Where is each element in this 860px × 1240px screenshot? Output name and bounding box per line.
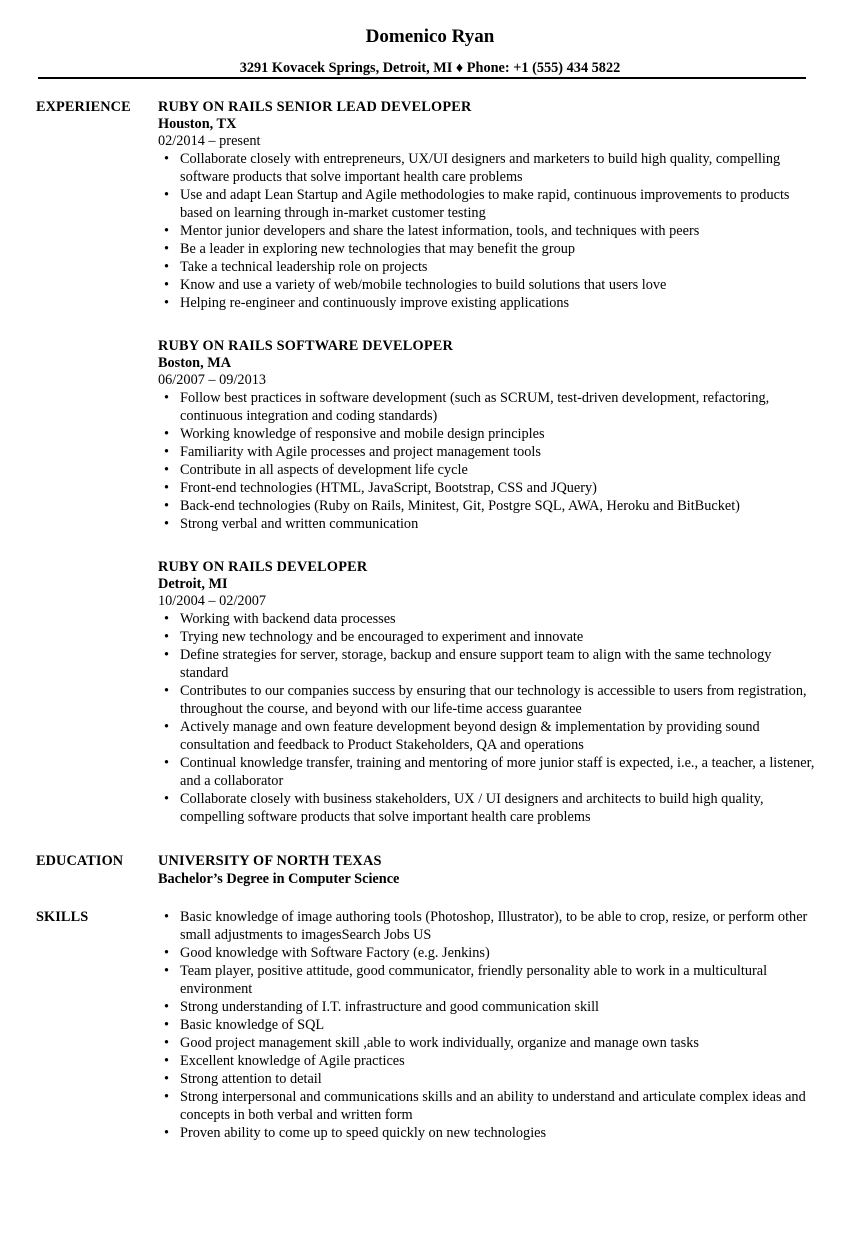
list-item: • Good project management skill ,able to work individually, organize and manage own tasks <box>180 1034 818 1052</box>
job-dates: 10/2004 – 02/2007 <box>158 593 267 609</box>
list-item: • Know and use a variety of web/mobile technologies to build solutions that users love <box>180 276 818 294</box>
job-title: RUBY ON RAILS SOFTWARE DEVELOPER <box>158 338 454 354</box>
degree-name: Bachelor’s Degree in Computer Science <box>158 871 400 887</box>
list-item: • Mentor junior developers and share the latest information, tools, and techniques with peers <box>180 222 818 240</box>
job-dates: 02/2014 – present <box>158 133 261 149</box>
list-item: • Trying new technology and be encouraged to experiment and innovate <box>180 628 818 646</box>
skills-list <box>180 908 818 1142</box>
job-location: Detroit, MI <box>158 576 228 592</box>
list-item: • Strong verbal and written communication <box>180 515 818 533</box>
job-location: Houston, TX <box>158 116 237 132</box>
experience-content <box>158 98 818 826</box>
contact-line: 3291 Kovacek Springs, Detroit, MI ♦ Phone: +1 (555) 434 5822 <box>239 60 621 76</box>
list-item: • Collaborate closely with business stakeholders, UX / UI designers and architects to build high quality, compelling software products that solve important health care problems <box>180 790 818 826</box>
list-item: • Basic knowledge of SQL <box>180 1016 818 1034</box>
list-item: • Contribute in all aspects of development life cycle <box>180 461 818 479</box>
job-location: Boston, MA <box>158 355 232 371</box>
list-item: • Continual knowledge transfer, training and mentoring of more junior staff is expected, i.e., a teacher, a listener, and a collaborator <box>180 754 818 790</box>
header-divider <box>38 77 806 79</box>
list-item: • Follow best practices in software development (such as SCRUM, test-driven development, refactoring, continuous integration and coding standards) <box>180 389 818 425</box>
skills-heading: SKILLS <box>36 909 89 925</box>
list-item: • Use and adapt Lean Startup and Agile methodologies to make rapid, continuous improvements to products based on learning through in-market customer testing <box>180 186 818 222</box>
education-content <box>158 852 818 888</box>
list-item: • Define strategies for server, storage, backup and ensure support team to align with the same technology standard <box>180 646 818 682</box>
list-item: • Strong interpersonal and communications skills and an ability to understand and articulate complex ideas and concepts in both verbal and written form <box>180 1088 818 1124</box>
list-item: • Good knowledge with Software Factory (e.g. Jenkins) <box>180 944 818 962</box>
list-item: • Collaborate closely with entrepreneurs, UX/UI designers and marketers to build high quality, compelling software products that solve important health care problems <box>180 150 818 186</box>
experience-heading: EXPERIENCE <box>36 99 131 115</box>
list-item: • Take a technical leadership role on projects <box>180 258 818 276</box>
list-item: • Team player, positive attitude, good communicator, friendly personality able to work in a multicultural environment <box>180 962 818 998</box>
job-bullets <box>180 389 818 533</box>
list-item: • Back-end technologies (Ruby on Rails, Minitest, Git, Postgre SQL, AWA, Heroku and BitBucket) <box>180 497 818 515</box>
list-item: • Contributes to our companies success by ensuring that our technology is accessible to users from registration, throughout the course, and beyond with our life-time access guarantee <box>180 682 818 718</box>
job-entry <box>158 558 818 826</box>
list-item: • Basic knowledge of image authoring tools (Photoshop, Illustrator), to be able to crop, resize, or perform other small adjustments to imagesSearch Jobs US <box>180 908 818 944</box>
list-item: • Working knowledge of responsive and mobile design principles <box>180 425 818 443</box>
job-entry <box>158 98 818 312</box>
list-item: • Strong understanding of I.T. infrastructure and good communication skill <box>180 998 818 1016</box>
list-item: • Familiarity with Agile processes and project management tools <box>180 443 818 461</box>
education-heading: EDUCATION <box>36 853 124 869</box>
job-dates: 06/2007 – 09/2013 <box>158 372 267 388</box>
list-item: • Helping re-engineer and continuously improve existing applications <box>180 294 818 312</box>
school-name: UNIVERSITY OF NORTH TEXAS <box>158 853 382 869</box>
list-item: • Proven ability to come up to speed quickly on new technologies <box>180 1124 818 1142</box>
job-title: RUBY ON RAILS DEVELOPER <box>158 559 368 575</box>
job-entry <box>158 337 818 533</box>
job-title: RUBY ON RAILS SENIOR LEAD DEVELOPER <box>158 99 472 115</box>
candidate-name: Domenico Ryan <box>365 26 495 47</box>
job-bullets <box>180 610 818 826</box>
job-bullets <box>180 150 818 312</box>
list-item: • Strong attention to detail <box>180 1070 818 1088</box>
list-item: • Working with backend data processes <box>180 610 818 628</box>
list-item: • Actively manage and own feature development beyond design & implementation by providing sound consultation and feedback to Product Stakeholders, QA and operations <box>180 718 818 754</box>
list-item: • Front-end technologies (HTML, JavaScript, Bootstrap, CSS and JQuery) <box>180 479 818 497</box>
skills-content <box>158 908 818 1142</box>
list-item: • Be a leader in exploring new technologies that may benefit the group <box>180 240 818 258</box>
list-item: • Excellent knowledge of Agile practices <box>180 1052 818 1070</box>
